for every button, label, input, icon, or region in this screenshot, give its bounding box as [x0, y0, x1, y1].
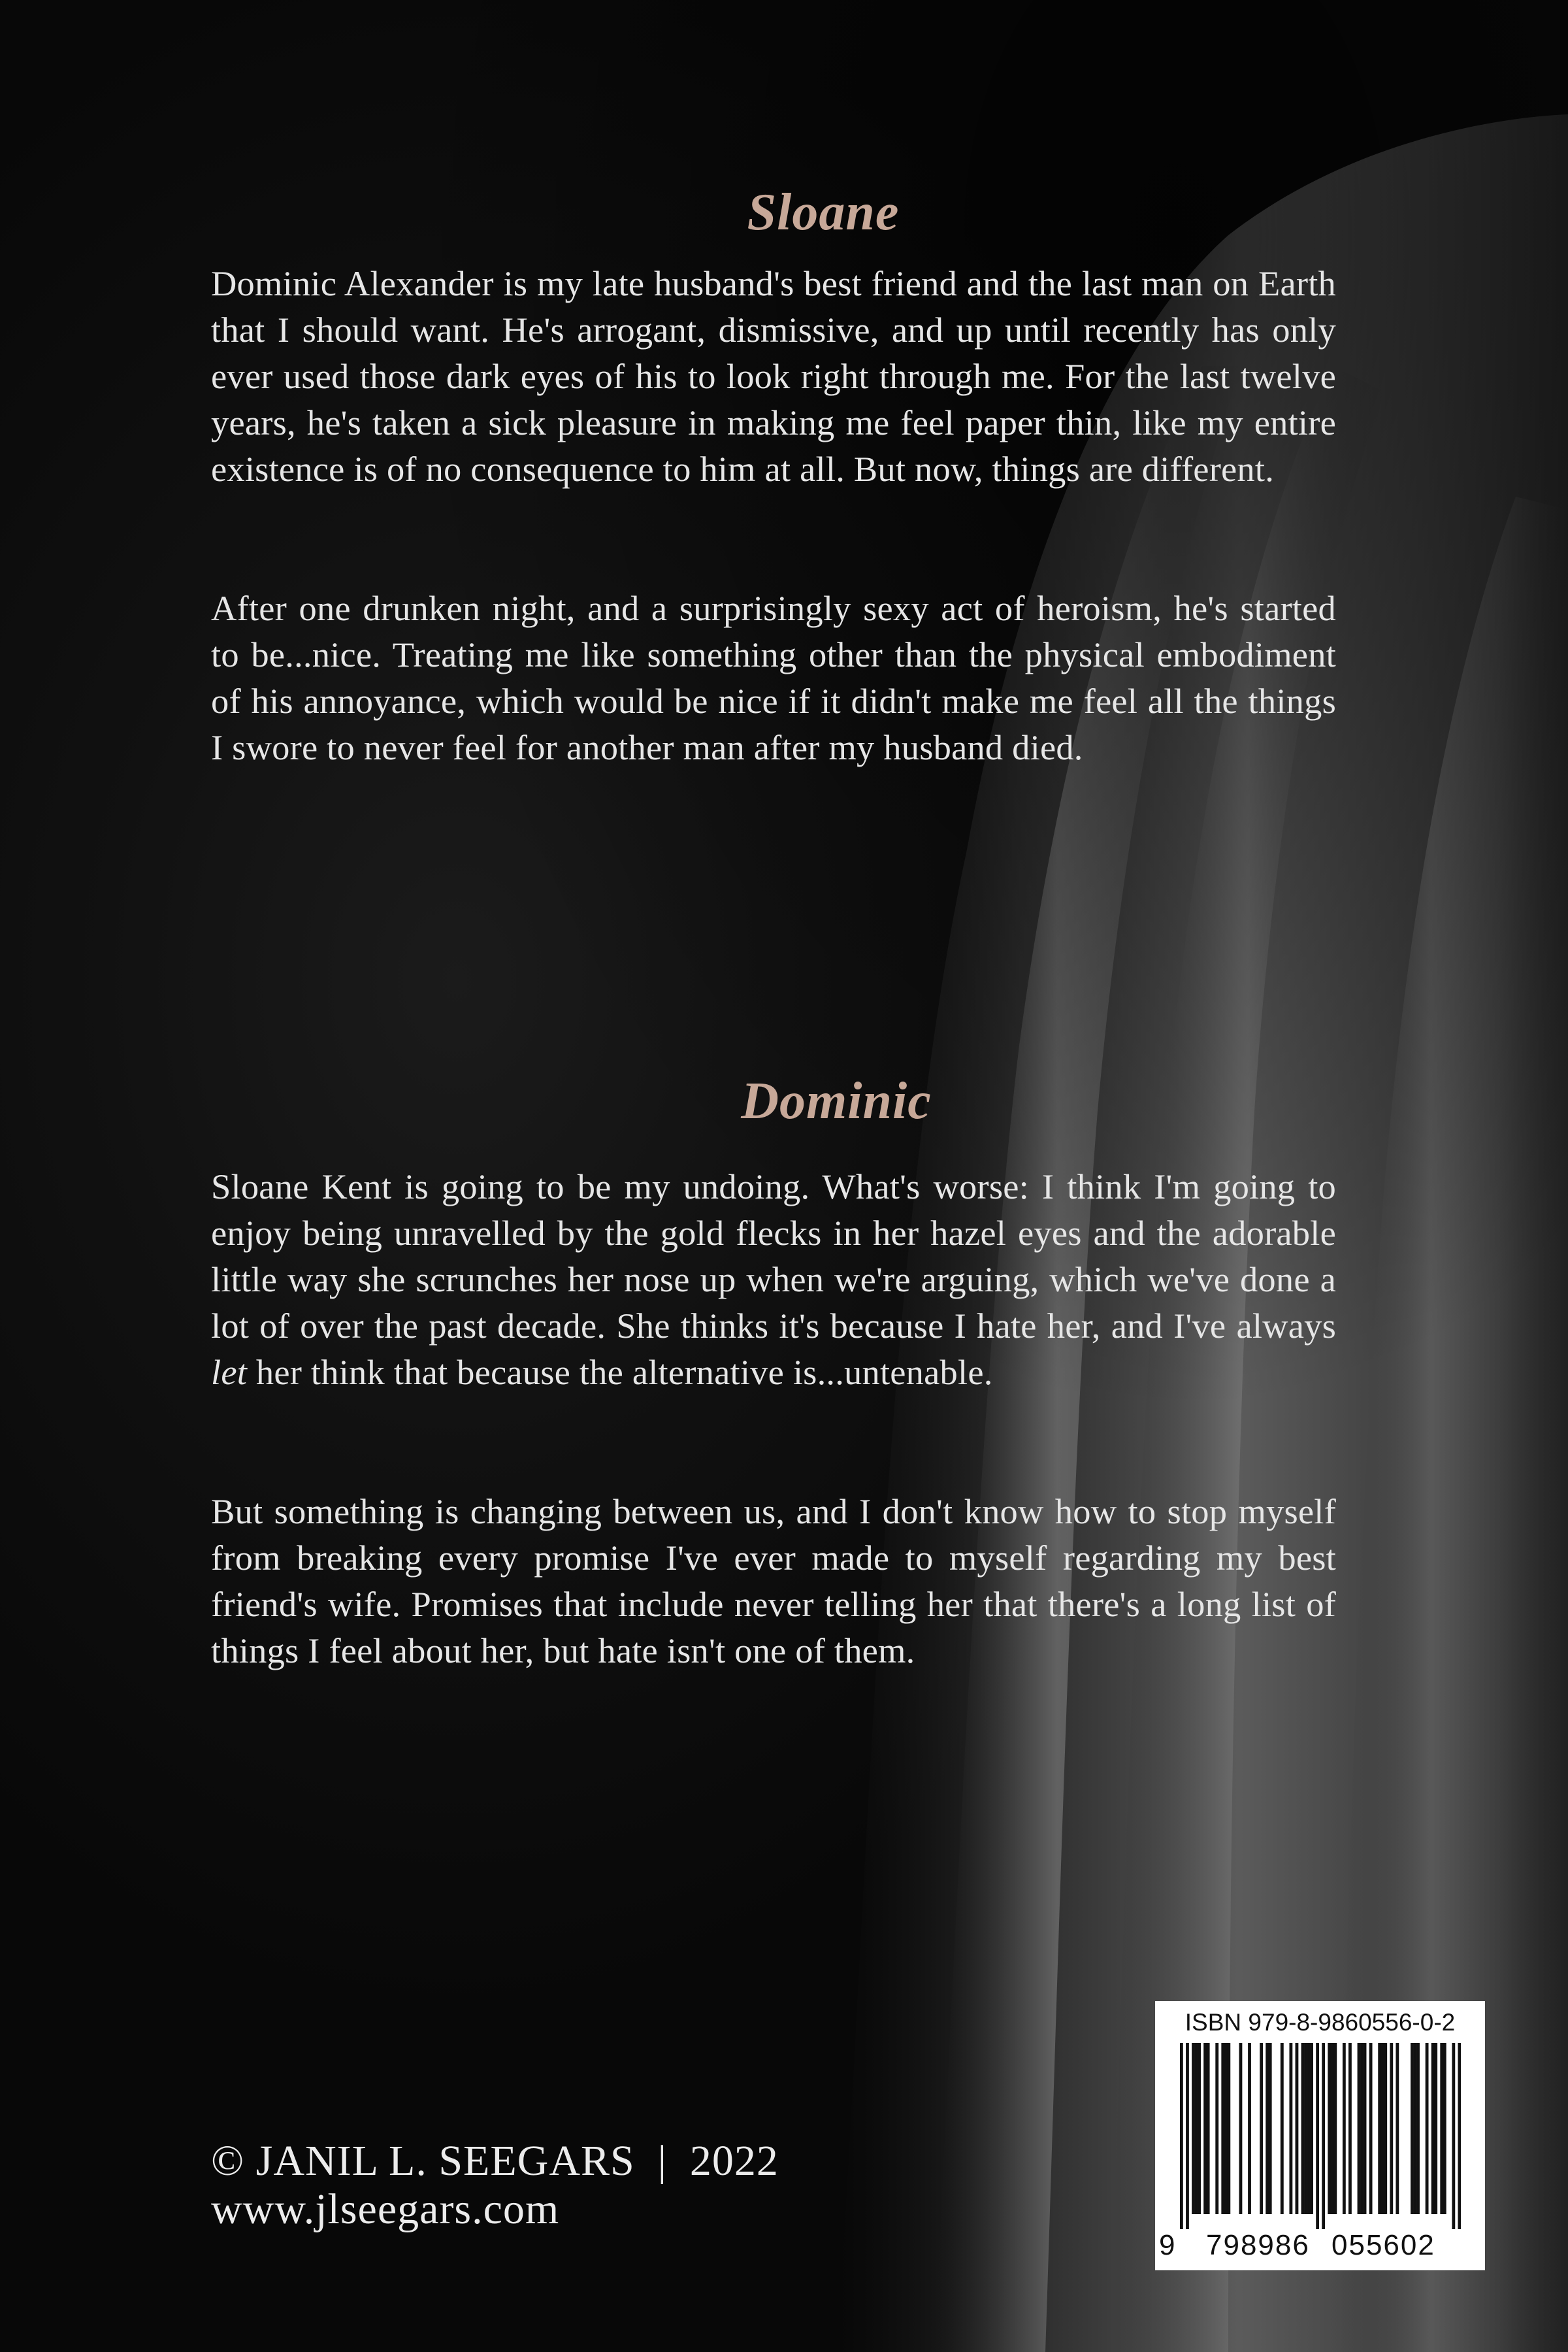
barcode-group-1: 798986 [1206, 2229, 1310, 2261]
barcode-bar [1304, 2043, 1307, 2214]
barcode-bar [1203, 2043, 1207, 2214]
barcode-bar [1227, 2043, 1230, 2214]
dominic-paragraph-1-emphasis: let [211, 1352, 248, 1392]
barcode-bar [1333, 2043, 1337, 2214]
sloane-paragraph-2: After one drunken night, and a surprisingly sexy act of heroism, he's started to be...nice. Treating me like something other than the physical embodiment of his annoyance, which would be nice if it didn't make me feel all the things I swore to never feel for another man after my husband died. [211, 588, 1336, 767]
barcode-bar [1360, 2043, 1364, 2214]
barcode-bar [1411, 2043, 1414, 2214]
barcode-bar [1322, 2043, 1325, 2229]
barcode-bar [1348, 2043, 1352, 2214]
barcode-bar [1180, 2043, 1183, 2229]
isbn-label: ISBN 979-8-9860556-0-2 [1184, 2009, 1456, 2036]
isbn-barcode [1155, 2001, 1485, 2270]
barcode-bar [1207, 2043, 1210, 2214]
barcode-bar [1186, 2043, 1189, 2229]
barcode-bar [1452, 2043, 1455, 2229]
barcode-bar [1440, 2043, 1443, 2214]
barcode-bar [1198, 2043, 1201, 2214]
barcode-bar [1458, 2043, 1461, 2229]
dominic-paragraph-1-start: Sloane Kent is going to be my undoing. What's worse: I think I'm going to enjoy being unravelled by the gold flecks in her hazel eyes and the adorable little way she scrunches her nose up when we're arguing, which we've done a lot of over the past decade. She thinks it's because I hate her, and I've always [211, 1167, 1336, 1346]
dominic-paragraph-1-end: her think that because the alternative is...untenable. [247, 1352, 993, 1392]
barcode-bar [1192, 2043, 1195, 2214]
barcode-bar [1307, 2043, 1311, 2214]
dominic-paragraph-2: But something is changing between us, and I don't know how to stop myself from breaking every promise I've ever made to myself regarding my best friend's wife. Promises that include never telling her that there's a long list of things I feel about her, but hate isn't one of them. [211, 1491, 1336, 1670]
barcode-bar [1384, 2043, 1387, 2214]
sloane-paragraph-1: Dominic Alexander is my late husband's best friend and the last man on Earth that I should want. He's arrogant, dismissive, and up until recently has only ever used those dark eyes of his to look right through me. For the last twelve years, he's taken a sick pleasure in making me feel paper thin, like my entire existence is of no consequence to him at all. But now, things are different. [211, 263, 1336, 489]
author-website: www.jlseegars.com [211, 2185, 560, 2233]
barcode-bar [1426, 2043, 1429, 2214]
section-heading-dominic: Dominic [741, 1072, 932, 1130]
dominic-paragraph-1 [211, 1163, 1336, 1395]
barcode-bar [1269, 2043, 1272, 2214]
barcode-bar [1331, 2043, 1334, 2214]
barcode-bar [1260, 2043, 1263, 2214]
barcode-bar [1381, 2043, 1384, 2214]
barcode-bar [1414, 2043, 1417, 2214]
barcode-bar [1358, 2043, 1361, 2214]
barcode-bar [1289, 2043, 1292, 2214]
barcode-bar [1343, 2043, 1346, 2214]
barcode-bar [1378, 2043, 1381, 2214]
barcode-bar [1364, 2043, 1367, 2214]
barcode-bar [1239, 2043, 1243, 2214]
barcode-bar [1434, 2043, 1437, 2214]
barcode-bar [1310, 2043, 1313, 2214]
barcode-bar [1390, 2043, 1393, 2214]
barcode-bar [1431, 2043, 1435, 2214]
barcode-bar [1248, 2043, 1251, 2214]
barcode-group-2: 055602 [1331, 2229, 1435, 2261]
barcode-bar [1369, 2043, 1373, 2214]
barcode-bars [1180, 2043, 1461, 2229]
barcode-bar [1301, 2043, 1305, 2214]
barcode-bar [1296, 2043, 1299, 2214]
barcode-bar [1416, 2043, 1420, 2214]
barcode-bar [1215, 2043, 1218, 2214]
barcode-bar [1443, 2043, 1446, 2214]
barcode-bar [1328, 2043, 1331, 2214]
barcode-bar [1221, 2043, 1224, 2214]
barcode-bar [1281, 2043, 1284, 2214]
section-heading-sloane: Sloane [747, 184, 900, 241]
barcode-bar [1266, 2043, 1269, 2214]
barcode-bar [1224, 2043, 1228, 2214]
barcode-bar [1195, 2043, 1198, 2214]
copyright-line: © JANIL L. SEEGARS | 2022 [211, 2137, 779, 2185]
barcode-bar [1396, 2043, 1399, 2214]
barcode-lead-digit: 9 [1159, 2229, 1175, 2261]
barcode-bar [1316, 2043, 1319, 2229]
